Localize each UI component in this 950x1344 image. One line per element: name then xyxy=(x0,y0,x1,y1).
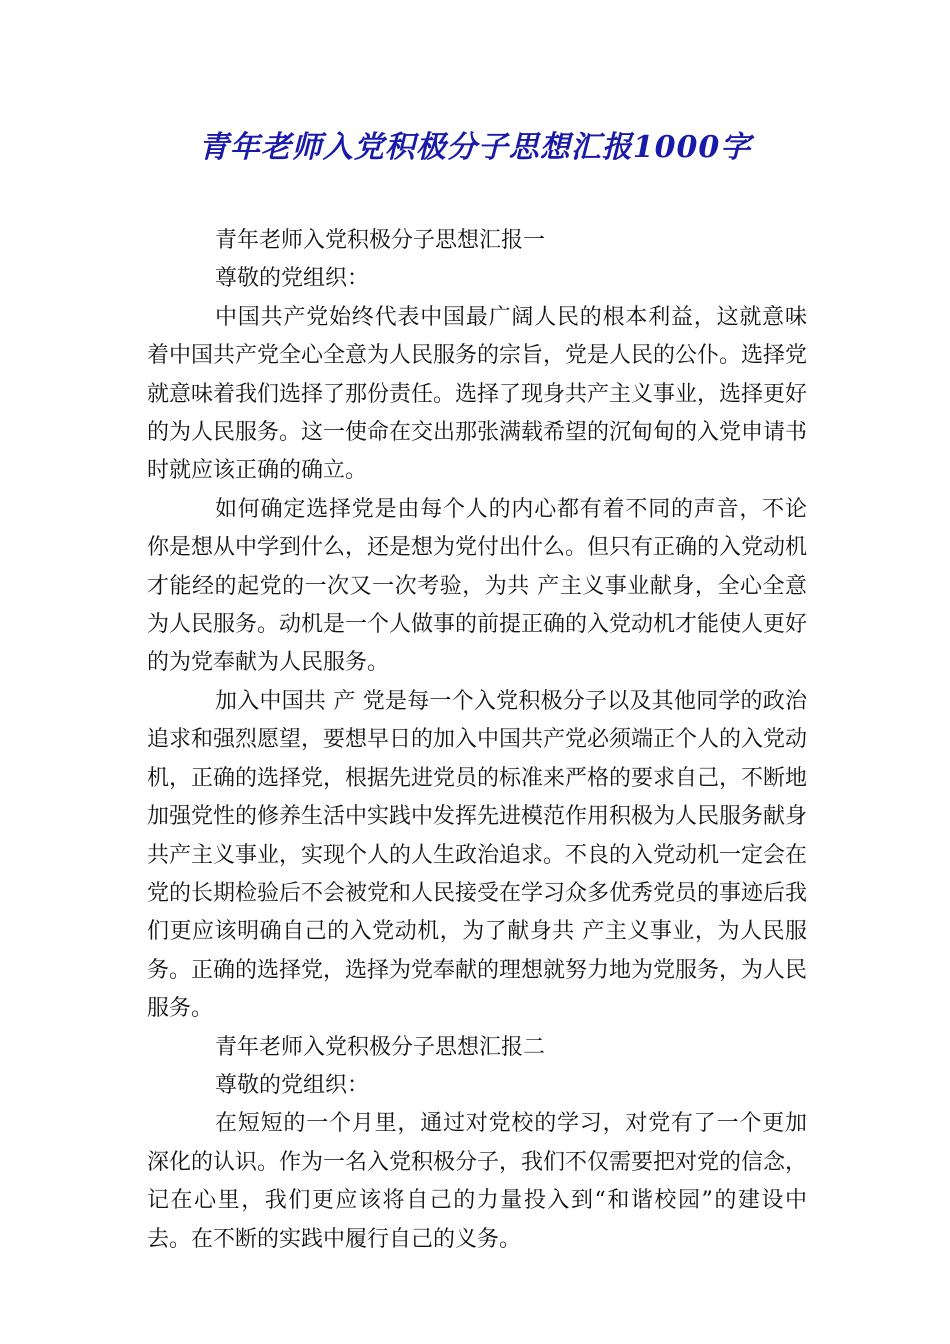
paragraph: 中国共产党始终代表中国最广阔人民的根本利益，这就意味着中国共产党全心全意为人民服务的宗旨，党是人民的公仆。选择党就意味着我们选择了那份责任。选择了现身共产主义事业，选择更好的为人民服务。这一使命在交出那张满载希望的沉甸甸的入党申请书时就应该正确的确立。 xyxy=(147,304,808,484)
salutation-2: 尊敬的党组织： xyxy=(215,1072,370,1098)
paragraph: 加入中国共 产 党是每一个入党积极分子以及其他同学的政治追求和强烈愿望，要想早日的加入中国共产党必须端正个人的入党动机，正确的选择党，根据先进党员的标准来严格的要求自己，不断地加强党性的修养生活中实践中发挥先进模范作用积极为人民服务献身共产主义事业，实现个人的人生政治追求。不良的入党动机一定会在党的长期检验后不会被党和人民接受在学习众多优秀党员的事迹后我们更应该明确自己的入党动机，为了献身共 产主义事业，为人民服务。正确的选择党，选择为党奉献的理想就努力地为党服务，为人民服务。 xyxy=(147,688,808,1022)
paragraph: 在短短的一个月里，通过对党校的学习，对党有了一个更加深化的认识。作为一名入党积极分子，我们不仅需要把对党的信念，记在心里，我们更应该将自己的力量投入到“和谐校园”的建设中去。在不断的实践中履行自己的义务。 xyxy=(147,1111,808,1252)
section-heading-2: 青年老师入党积极分子思想汇报二 xyxy=(215,1034,546,1060)
paragraph: 如何确定选择党是由每个人的内心都有着不同的声音，不论你是想从中学到什么，还是想为党付出什么。但只有正确的入党动机才能经的起党的一次又一次考验，为共 产主义事业献身，全心全意为人民服务。动机是一个人做事的前提正确的入党动机才能使人更好的为党奉献为人民服务。 xyxy=(147,496,808,676)
document-title: 青年老师入党积极分子思想汇报1000字 xyxy=(198,130,752,165)
document-body xyxy=(147,222,807,1259)
salutation-1: 尊敬的党组织： xyxy=(215,266,370,292)
section-heading-1: 青年老师入党积极分子思想汇报一 xyxy=(215,228,546,253)
